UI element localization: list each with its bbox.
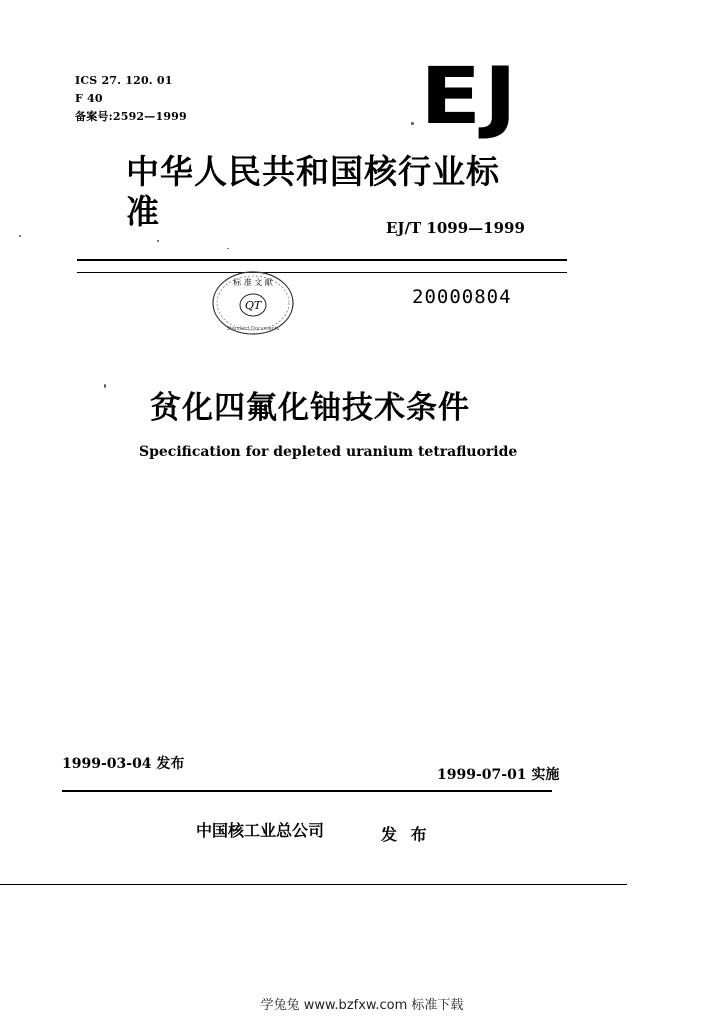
implement-date: 1999-07-01 实施 (437, 767, 560, 783)
top-rule (77, 259, 567, 261)
scan-speck (104, 384, 106, 388)
standard-documents-stamp (210, 270, 296, 336)
record-number: 备案号:2592—1999 (75, 110, 187, 123)
svg-text:标 准 文 献: 标 准 文 献 (233, 278, 273, 287)
scan-speck (157, 240, 159, 242)
scan-speck (411, 122, 414, 125)
ics-code: ICS 27. 120. 01 (75, 74, 173, 87)
scan-speck (227, 248, 229, 249)
svg-text:Standard Documents: Standard Documents (226, 326, 280, 332)
scan-speck (19, 235, 21, 237)
publisher-name: 中国核工业总公司 (196, 821, 325, 840)
category-code: F 40 (75, 92, 103, 105)
industry-standard-title: 中华人民共和国核行业标准 (126, 152, 500, 231)
publish-action: 发 布 (381, 825, 431, 844)
svg-text:QT: QT (244, 299, 262, 312)
standard-number: EJ/T 1099—1999 (386, 219, 525, 237)
document-title-cn: 贫化四氟化铀技术条件 (150, 390, 470, 426)
ej-logo: EJ (420, 52, 520, 142)
issue-date: 1999-03-04 发布 (62, 756, 185, 772)
page-edge-line (0, 884, 627, 885)
document-number: 20000804 (412, 286, 512, 308)
site-footer: 学兔兔 www.bzfxw.com 标准下载 (260, 998, 464, 1013)
top-rule-thin (77, 272, 567, 273)
document-title-en: Specification for depleted uranium tetrafluoride (139, 444, 518, 460)
bottom-rule (62, 790, 552, 792)
